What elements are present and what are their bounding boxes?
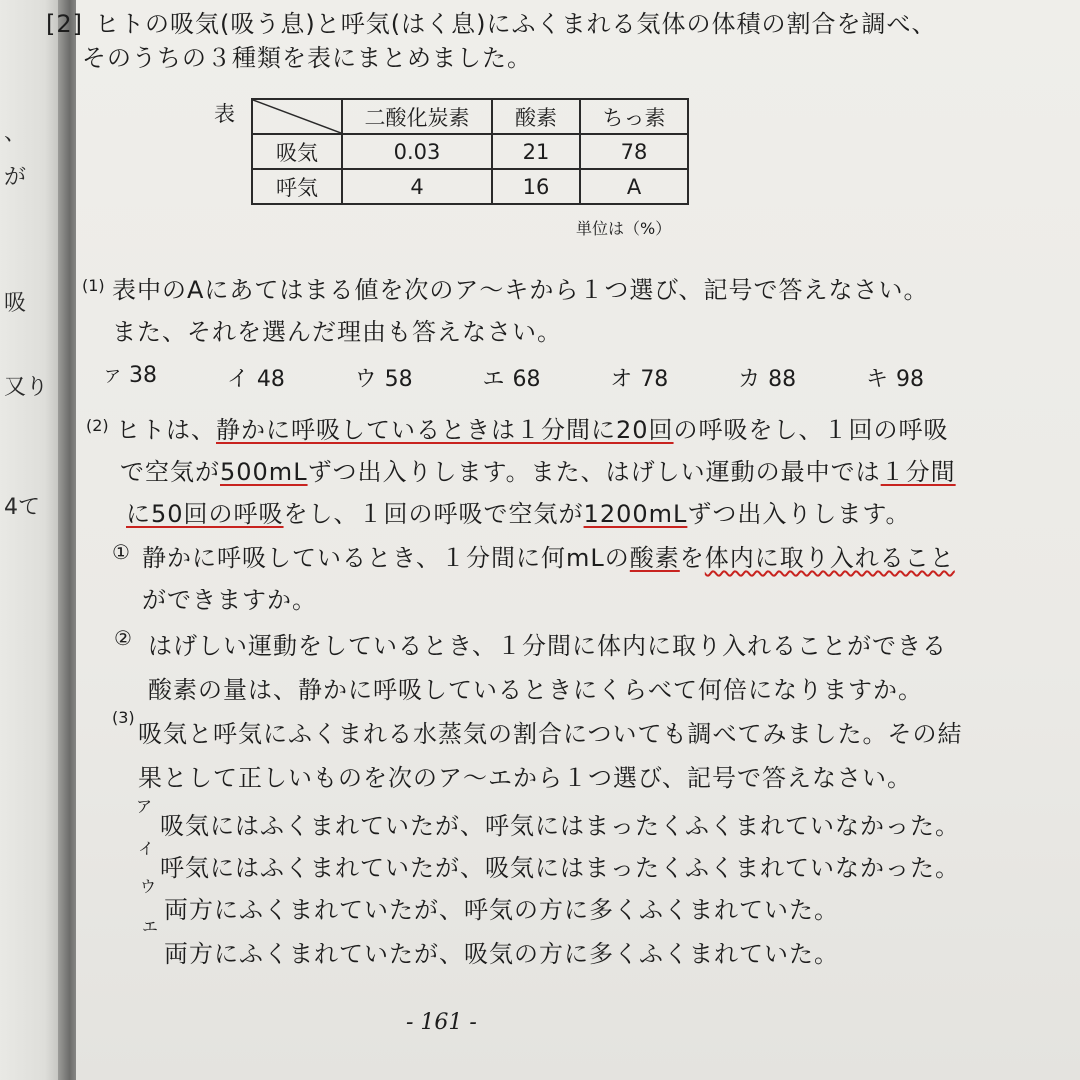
left-page-fragment: 又り	[4, 375, 49, 400]
table-cell: A	[580, 169, 688, 204]
q2-sub1-marker: ①	[112, 540, 130, 564]
q2-marker: (2)	[86, 416, 109, 435]
unit-note: 単位は（%）	[576, 219, 672, 238]
problem-intro: ヒトの吸気(吸う息)と呼気(はく息)にふくまれる気体の体積の割合を調べ、	[95, 10, 937, 38]
q3-line1: 吸気と呼気にふくまれる水蒸気の割合についても調べてみました。その結	[138, 720, 963, 748]
q3-option-label: イ	[138, 839, 155, 858]
choice-e: エ 68	[482, 367, 541, 392]
choice-ka: カ 88	[738, 367, 797, 392]
table-cell: 78	[580, 134, 688, 169]
q2-line1: ヒトは、静かに呼吸しているときは１分間に20回の呼吸をし、１回の呼吸	[116, 416, 949, 444]
wavy-underlined-intake: 体内に取り入れること	[704, 544, 955, 572]
left-page-fragment: 、	[4, 121, 27, 146]
q1-line1: 表中のAにあてはまる値を次のア～キから１つ選び、記号で答えなさい。	[112, 276, 929, 304]
table-row	[252, 169, 688, 204]
underlined-oxygen: 酸素	[629, 544, 680, 572]
q3-option-label: エ	[142, 917, 159, 936]
q2-sub2-line1: はげしい運動をしているとき、１分間に体内に取り入れることができる	[148, 632, 948, 660]
q3-option-text: 吸気にはふくまれていたが、呼気にはまったくふくまれていなかった。	[160, 812, 960, 840]
q3-line2: 果として正しいものを次のア～エから１つ選び、記号で答えなさい。	[138, 764, 913, 792]
problem-header	[46, 4, 936, 39]
q1-marker: (1)	[82, 276, 105, 295]
q2-sub2-marker: ②	[114, 626, 132, 650]
underlined-500ml: 500mL	[220, 458, 308, 486]
left-page-fragment: が	[4, 165, 27, 190]
choice-u: ウ 58	[354, 367, 413, 392]
underlined-1200ml: 1200mL	[583, 500, 688, 528]
q2-line2: で空気が500mLずつ出入りします。また、はげしい運動の最中では１分間	[120, 458, 956, 486]
underlined-one-minute: １分間	[880, 458, 956, 486]
q2-sub1-line2: ができますか。	[142, 586, 317, 614]
page-number: - 161 -	[406, 1010, 477, 1035]
table-header-row	[252, 99, 688, 134]
table-cell: 16	[492, 169, 580, 204]
q1-line2: また、それを選んだ理由も答えなさい。	[112, 318, 562, 346]
choice-i: イ 48	[226, 367, 285, 392]
q2-sub1-line1: 静かに呼吸しているとき、１分間に何mLの酸素を体内に取り入れること	[142, 544, 955, 572]
table-cell: 4	[342, 169, 492, 204]
table-label: 表	[214, 102, 235, 126]
left-facing-page	[0, 0, 64, 1080]
left-page-fragment: 吸	[4, 291, 27, 316]
table-header-cell: 二酸化炭素	[342, 99, 492, 134]
left-page-fragment: 4て	[4, 495, 40, 520]
table-cell: 21	[492, 134, 580, 169]
choice-a: ア 38	[104, 363, 157, 388]
table-row	[252, 134, 688, 169]
q2-sub2-line2: 酸素の量は、静かに呼吸しているときにくらべて何倍になりますか。	[148, 676, 923, 704]
table-header-cell: ちっ素	[580, 99, 688, 134]
underlined-50-breaths: に50回の呼吸	[126, 500, 284, 528]
table-cell: 0.03	[342, 134, 492, 169]
q3-option-label: ア	[136, 797, 153, 816]
problem-intro-line2: そのうちの３種類を表にまとめました。	[82, 44, 532, 72]
q3-option-text: 呼気にはふくまれていたが、吸気にはまったくふくまれていなかった。	[160, 854, 960, 882]
table-corner-cell	[252, 99, 342, 134]
q2-line3: に50回の呼吸をし、１回の呼吸で空気が1200mLずつ出入りします。	[126, 500, 911, 528]
problem-number: [2]	[46, 10, 83, 38]
choice-ki: キ 98	[865, 367, 924, 392]
book-page	[46, 0, 1080, 1080]
q3-option-text: 両方にふくまれていたが、呼気の方に多くふくまれていた。	[164, 896, 839, 924]
q3-marker: (3)	[112, 708, 135, 727]
q1-choices	[104, 362, 924, 393]
underlined-quiet-breathing: 静かに呼吸しているときは１分間に20回	[216, 416, 674, 444]
diagonal-line	[253, 100, 341, 133]
table-header-cell: 酸素	[492, 99, 580, 134]
q3-option-label: ウ	[140, 877, 157, 896]
choice-o: オ 78	[610, 367, 669, 392]
gas-table	[251, 98, 689, 205]
table-row-label: 吸気	[252, 134, 342, 169]
table-row-label: 呼気	[252, 169, 342, 204]
q3-option-text: 両方にふくまれていたが、吸気の方に多くふくまれていた。	[164, 940, 839, 968]
